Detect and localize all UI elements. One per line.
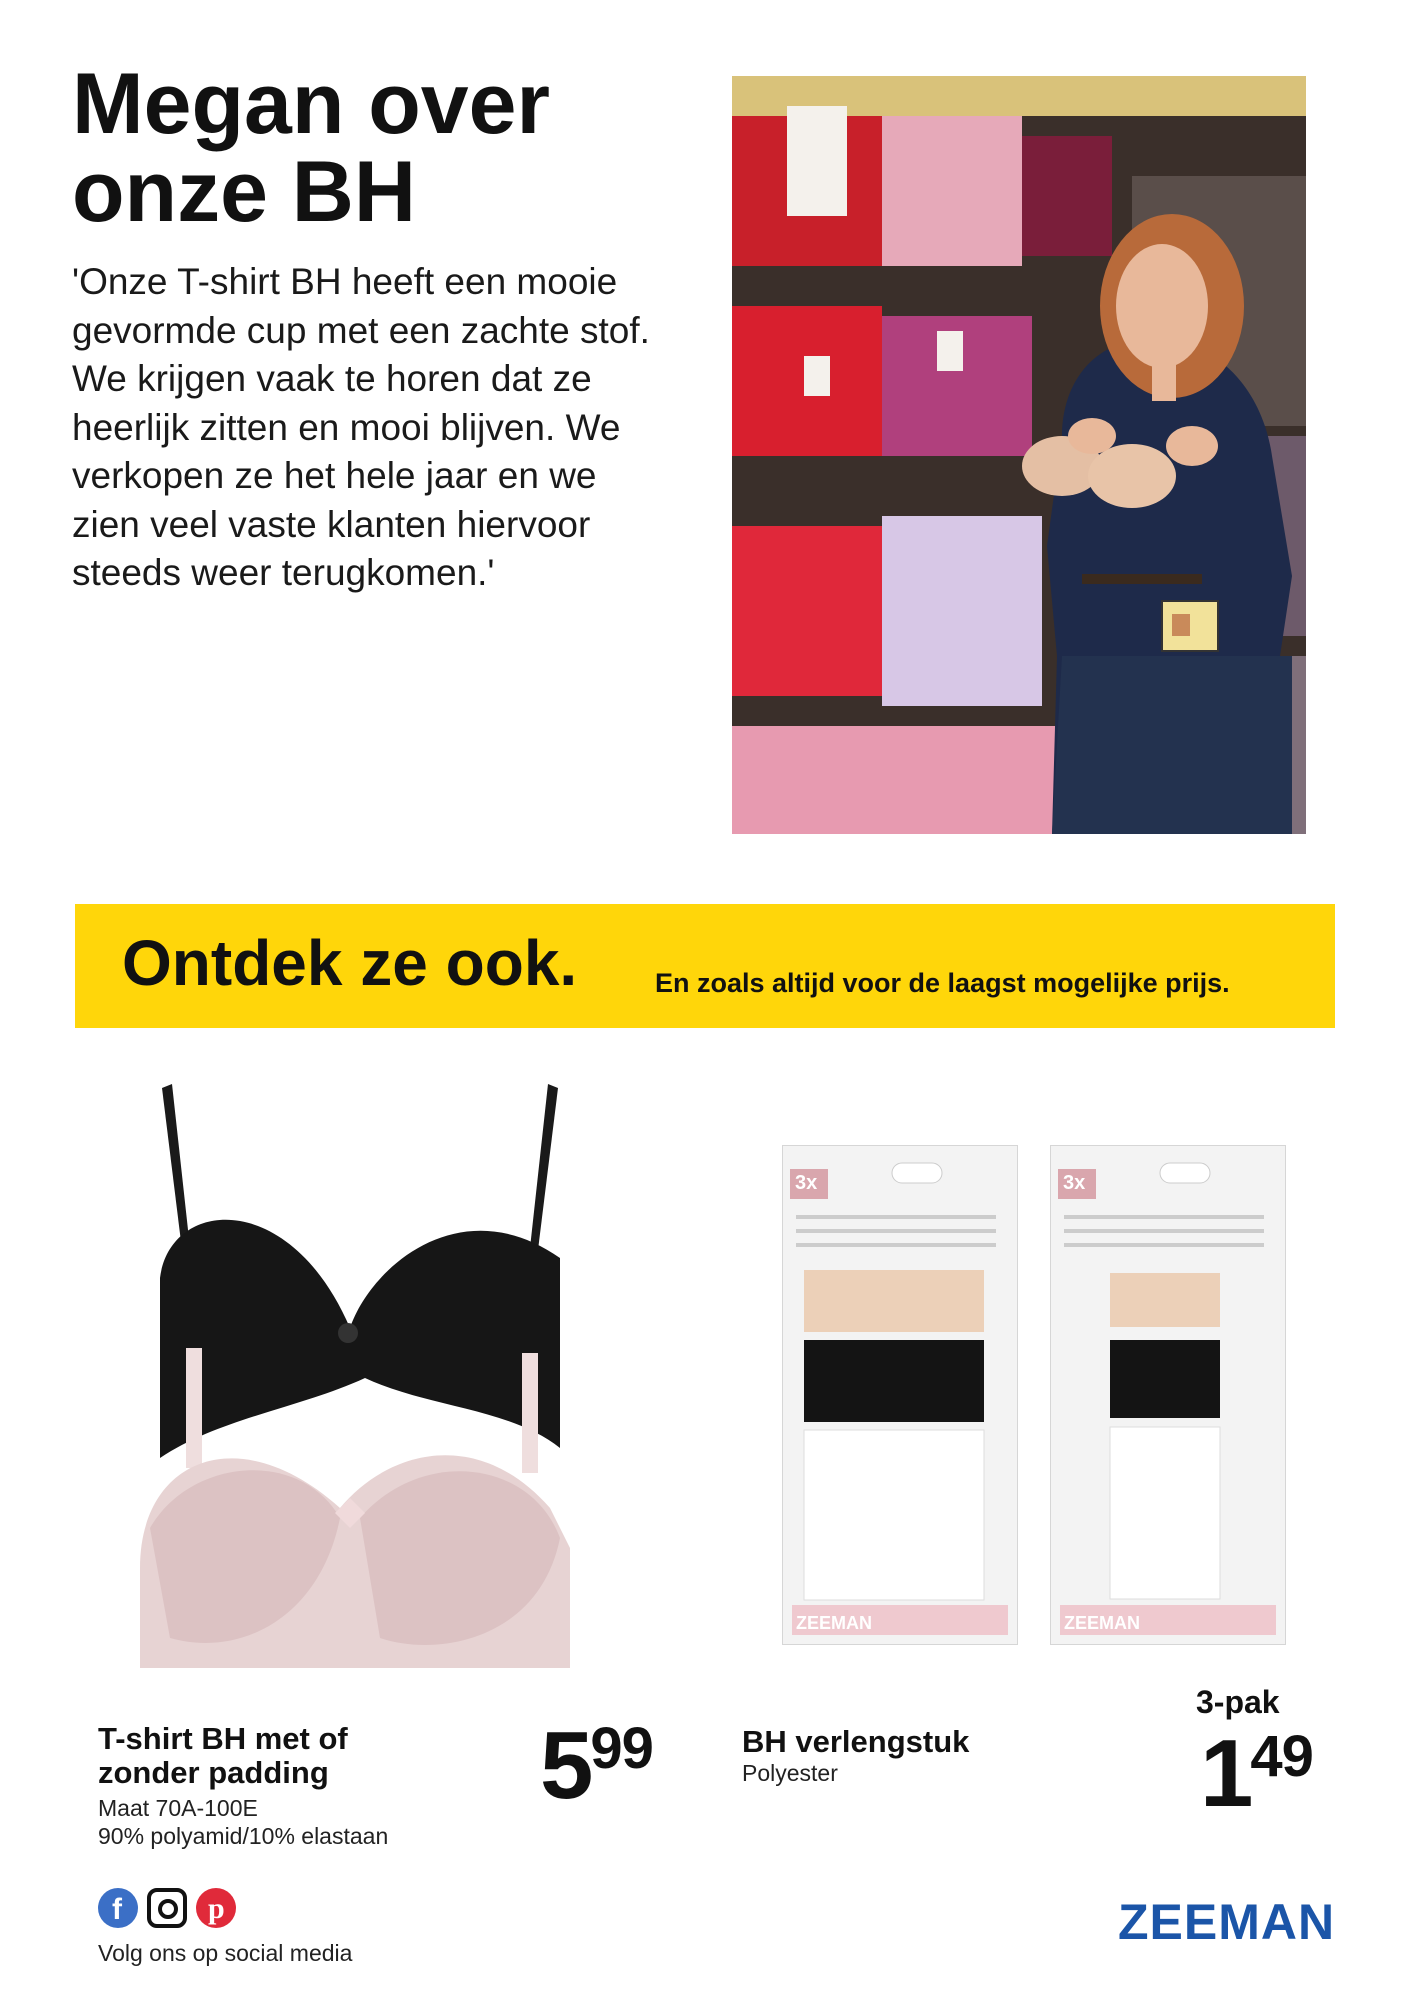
instagram-icon[interactable] bbox=[147, 1888, 187, 1928]
price-extender bbox=[1200, 1720, 1313, 1827]
title-line-1: Megan over bbox=[72, 56, 550, 152]
price-tshirt-bra bbox=[540, 1712, 653, 1819]
price-integer: 1 bbox=[1200, 1720, 1251, 1827]
zeeman-logo[interactable]: ZEEMAN bbox=[1118, 1894, 1336, 1950]
product-extender bbox=[742, 1725, 1062, 1787]
facebook-icon[interactable]: f bbox=[98, 1888, 138, 1928]
price-decimals: 99 bbox=[590, 1716, 653, 1781]
quote-text: 'Onze T-shirt BH heeft een mooie gevormde cup met een zachte stof. We krijgen vaak te horen dat ze heerlijk zitten en mooi blijven. We verkopen ze het hele jaar en we zien veel vaste klanten hiervoor steeds weer terugkomen.' bbox=[72, 261, 650, 593]
product-size: Maat 70A-100E bbox=[98, 1795, 258, 1821]
page-title bbox=[72, 56, 692, 240]
employee-photo bbox=[732, 76, 1306, 834]
package-badge: 3x bbox=[1063, 1172, 1086, 1194]
product-name-line-1: T-shirt BH met of bbox=[98, 1721, 348, 1756]
price-decimals: 49 bbox=[1250, 1724, 1313, 1789]
package-badge: 3x bbox=[795, 1172, 818, 1194]
product-material: Polyester bbox=[742, 1760, 838, 1786]
product-name-line-2: zonder padding bbox=[98, 1755, 329, 1790]
package-brand-label: ZEEMAN bbox=[796, 1613, 872, 1633]
product-material: 90% polyamid/10% elastaan bbox=[98, 1823, 389, 1849]
package-brand-label: ZEEMAN bbox=[1064, 1613, 1140, 1633]
banner-headline: Ontdek ze ook. bbox=[122, 927, 578, 999]
product-name: BH verlengstuk bbox=[742, 1724, 970, 1759]
extender-package-1 bbox=[782, 1145, 1018, 1645]
social-icons bbox=[98, 1888, 236, 1928]
title-line-2: onze BH bbox=[72, 144, 416, 240]
price-integer: 5 bbox=[540, 1712, 591, 1819]
banner-subline: En zoals altijd voor de laagst mogelijke prijs. bbox=[655, 968, 1230, 998]
product-tshirt-bra bbox=[98, 1722, 498, 1850]
pack-size: 3-pak bbox=[1196, 1684, 1280, 1720]
promo-banner bbox=[75, 904, 1335, 1028]
extender-package-2 bbox=[1050, 1145, 1286, 1645]
social-text: Volg ons op social media bbox=[98, 1940, 353, 1966]
tshirt-bra-image bbox=[130, 1078, 600, 1698]
pinterest-icon[interactable]: p bbox=[196, 1888, 236, 1928]
